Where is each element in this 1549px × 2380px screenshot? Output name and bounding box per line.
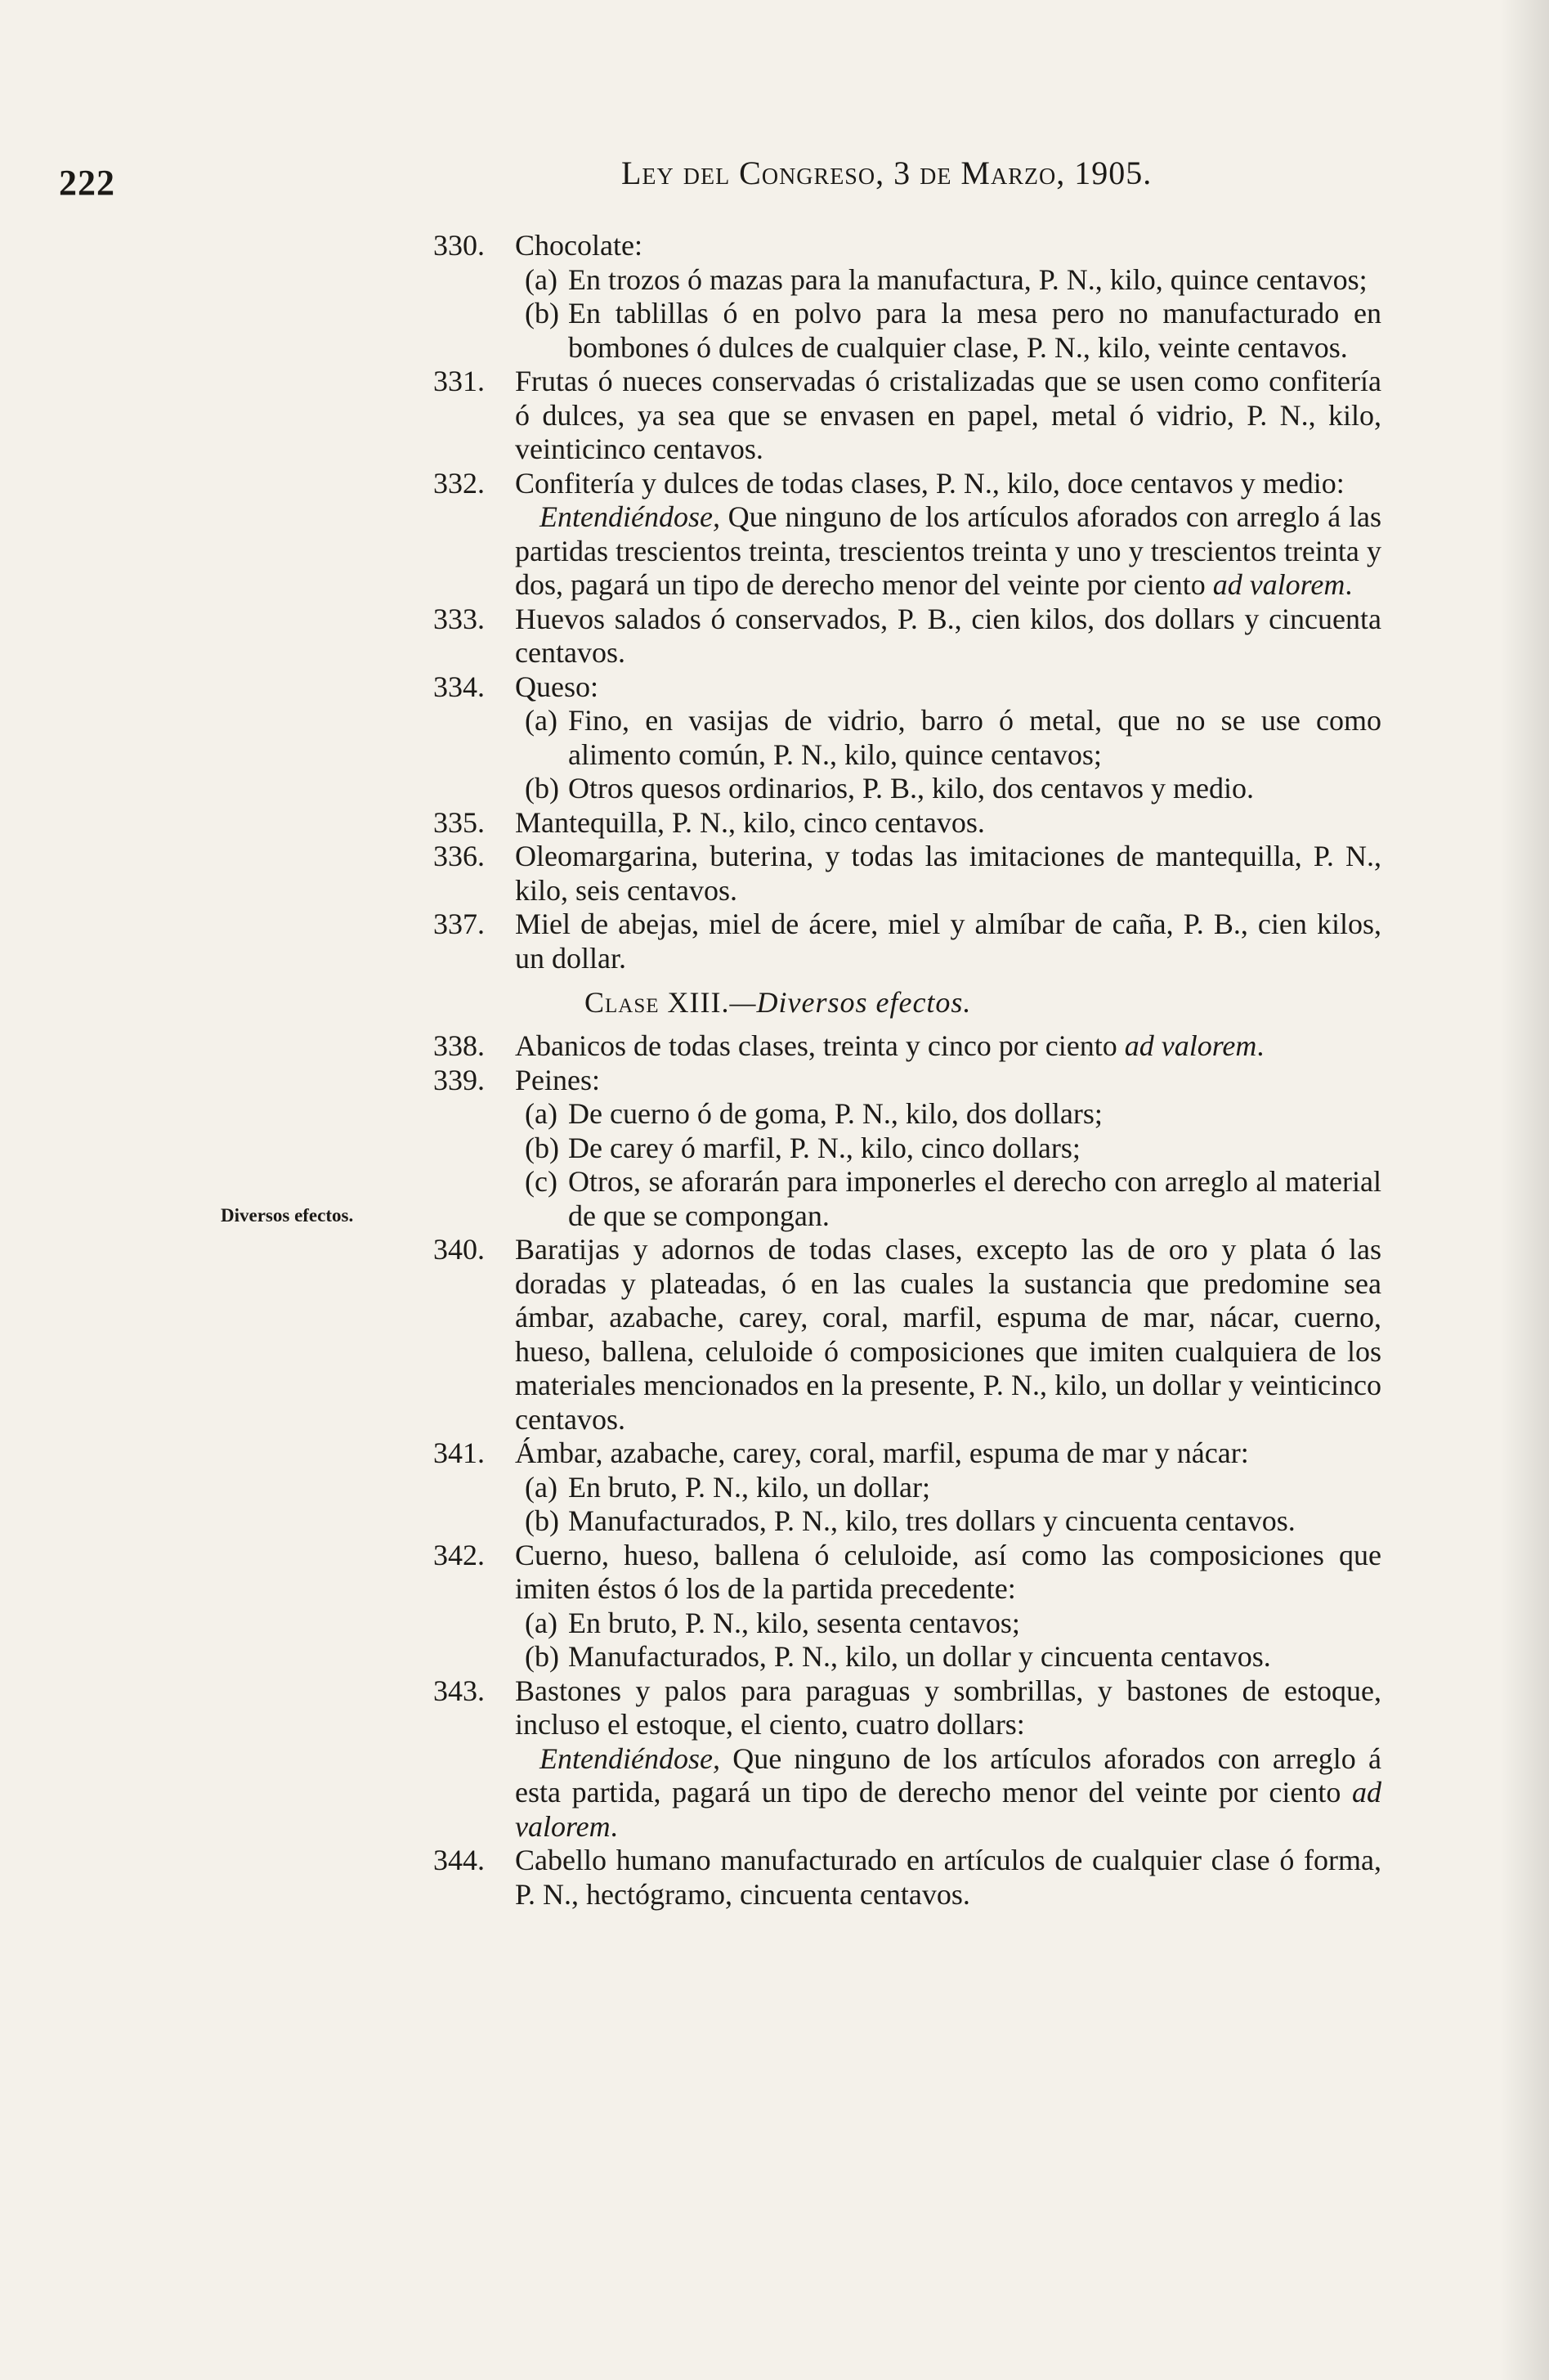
proviso-latin: ad valorem (515, 1776, 1381, 1843)
tariff-item-338 (433, 1029, 1381, 1064)
item-text: Mantequilla, P. N., kilo, cinco centavos. (515, 805, 985, 839)
sub-item-letter: (a) (525, 704, 557, 737)
sub-item-letter: (a) (525, 1470, 557, 1504)
page-edge-shadow (1500, 0, 1549, 2380)
sub-item-letter: (a) (525, 1606, 557, 1639)
sub-item (433, 1471, 1381, 1505)
section-heading-title: —Diversos efectos. (729, 986, 972, 1019)
item-text: Ámbar, azabache, carey, coral, marfil, espuma de mar y nácar: (515, 1437, 1249, 1469)
sub-item (433, 297, 1381, 365)
item-text: Bastones y palos para paraguas y sombrillas, y bastones de estoque, incluso el estoque, el ciento, cuatro dollars: (515, 1674, 1381, 1741)
sub-item (433, 263, 1381, 298)
section-heading-clase: Clase XIII. (584, 986, 730, 1019)
sub-item-letter: (c) (525, 1165, 557, 1198)
sub-item-text: En tablillas ó en polvo para la mesa pero no manufacturado en bombones ó dulces de cualquier clase, P. N., kilo, veinte centavos. (568, 297, 1381, 364)
tariff-item-333 (433, 603, 1381, 670)
tariff-item-343 (433, 1674, 1381, 1844)
proviso-end: . (1345, 568, 1353, 601)
item-number: 343. (433, 1674, 485, 1707)
sub-item-letter: (a) (525, 1097, 557, 1130)
tariff-item-342 (433, 1539, 1381, 1674)
item-number: 335. (433, 805, 485, 839)
item-text: Huevos salados ó conservados, P. B., cien kilos, dos dollars y cincuenta centavos. (515, 602, 1381, 669)
item-latin: ad valorem (1124, 1029, 1257, 1062)
item-text: Confitería y dulces de todas clases, P. N., kilo, doce centavos y medio: (515, 466, 1345, 500)
sub-item-letter: (b) (525, 1131, 559, 1164)
proviso-text: Que ninguno de los artículos aforados con arreglo á esta partida, pagará un tipo de derecho menor del veinte por ciento (515, 1741, 1381, 1809)
running-head (621, 154, 1152, 192)
item-text: Miel de abejas, miel de ácere, miel y almíbar de caña, P. B., cien kilos, un dollar. (515, 908, 1381, 975)
tariff-item-339 (433, 1064, 1381, 1234)
proviso-end: . (610, 1809, 618, 1843)
sub-item-letter: (b) (525, 772, 559, 805)
sub-item-text: Manufacturados, P. N., kilo, tres dollars y cincuenta centavos. (568, 1504, 1296, 1537)
sub-item-text: De cuerno ó de goma, P. N., kilo, dos dollars; (568, 1097, 1103, 1130)
item-number: 342. (433, 1538, 485, 1571)
items-group-misc (433, 1064, 1381, 1912)
tariff-item-341 (433, 1437, 1381, 1539)
proviso-note (515, 500, 1381, 603)
proviso-text: Que ninguno de los artículos aforados con arreglo á las partidas trescientos treinta, trescientos treinta y uno y trescientos treinta y dos, pagará un tipo de derecho menor del veinte por ciento (515, 500, 1381, 601)
body-text (433, 229, 1381, 1912)
sub-item (433, 1132, 1381, 1166)
item-text: Cabello humano manufacturado en artículos de cualquier clase ó forma, P. N., hectógramo, cincuenta centavos. (515, 1844, 1381, 1911)
proviso-lead: Entendiéndose, (539, 1741, 720, 1775)
proviso-note (515, 1742, 1381, 1844)
proviso-lead: Entendiéndose, (539, 500, 720, 533)
item-text: Queso: (515, 670, 598, 703)
item-text: Baratijas y adornos de todas clases, excepto las de oro y plata ó las doradas y plateadas, ó en las cuales la sustancia que predomine sea ámbar, azabache, carey, coral, marfil, espuma de mar, nácar, cuerno, hueso, ballena, celuloide ó composiciones que imiten cualquiera de los materiales mencionados en la presente, P. N., kilo, un dollar y veinticinco centavos. (515, 1233, 1381, 1436)
sub-item (433, 1165, 1381, 1233)
section-heading (433, 975, 1381, 1029)
item-text: Oleomargarina, buterina, y todas las imitaciones de mantequilla, P. N., kilo, seis centavos. (515, 840, 1381, 907)
sub-item (433, 1607, 1381, 1641)
sub-item (433, 704, 1381, 772)
item-number: 330. (433, 229, 485, 262)
tariff-item-340 (433, 1233, 1381, 1437)
item-number: 337. (433, 908, 485, 940)
item-number: 334. (433, 670, 485, 703)
sub-item (433, 772, 1381, 806)
tariff-item-331 (433, 365, 1381, 467)
sub-item-text: Otros quesos ordinarios, P. B., kilo, dos centavos y medio. (568, 772, 1254, 805)
tariff-item-335 (433, 806, 1381, 840)
tariff-item-330 (433, 229, 1381, 365)
sub-item-letter: (b) (525, 1640, 559, 1673)
item-number: 339. (433, 1063, 485, 1096)
sub-item-letter: (a) (525, 262, 557, 296)
item-text: Frutas ó nueces conservadas ó cristalizadas que se usen como confitería ó dulces, ya sea que se envasen en papel, metal ó vidrio, P. N., kilo, veinticinco centavos. (515, 365, 1381, 465)
item-number: 344. (433, 1844, 485, 1876)
sub-item-text: De carey ó marfil, P. N., kilo, cinco dollars; (568, 1131, 1081, 1164)
item-text: Abanicos de todas clases, treinta y cinco por ciento (515, 1029, 1125, 1062)
sub-item (433, 1640, 1381, 1674)
sub-item-text: En trozos ó mazas para la manufactura, P. N., kilo, quince centavos; (568, 262, 1368, 296)
tariff-item-332 (433, 467, 1381, 603)
tariff-item-337 (433, 908, 1381, 975)
sub-item-text: Fino, en vasijas de vidrio, barro ó metal, que no se use como alimento común, P. N., kilo, quince centavos; (568, 704, 1381, 771)
margin-note: Diversos efectos. (221, 1205, 354, 1226)
item-number: 336. (433, 840, 485, 872)
item-text: Cuerno, hueso, ballena ó celuloide, así como las composiciones que imiten éstos ó los de la partida precedente: (515, 1538, 1381, 1605)
item-text: Peines: (515, 1063, 600, 1096)
item-number: 341. (433, 1437, 485, 1469)
sub-item (433, 1097, 1381, 1132)
item-number: 338. (433, 1029, 485, 1062)
item-number: 332. (433, 466, 485, 500)
page-number: 222 (59, 163, 115, 203)
item-number: 331. (433, 365, 485, 397)
sub-item-text: Manufacturados, P. N., kilo, un dollar y cincuenta centavos. (568, 1640, 1271, 1673)
proviso-latin: ad valorem (1212, 568, 1345, 601)
sub-item-text: En bruto, P. N., kilo, sesenta centavos; (568, 1606, 1020, 1639)
tariff-item-334 (433, 670, 1381, 806)
item-number: 340. (433, 1233, 485, 1266)
tariff-item-336 (433, 840, 1381, 908)
items-group-food (433, 229, 1381, 975)
sub-item-letter: (b) (525, 297, 559, 329)
sub-item-text: En bruto, P. N., kilo, un dollar; (568, 1470, 930, 1504)
item-number: 333. (433, 602, 485, 635)
item-text: Chocolate: (515, 229, 642, 262)
tariff-item-344 (433, 1844, 1381, 1912)
sub-item (433, 1504, 1381, 1539)
running-head-text: Ley del Congreso, 3 de Marzo, 1905. (621, 155, 1153, 191)
item-end: . (1256, 1029, 1265, 1062)
sub-item-letter: (b) (525, 1504, 559, 1537)
sub-item-text: Otros, se aforarán para imponerles el derecho con arreglo al material de que se compongan. (568, 1165, 1381, 1232)
